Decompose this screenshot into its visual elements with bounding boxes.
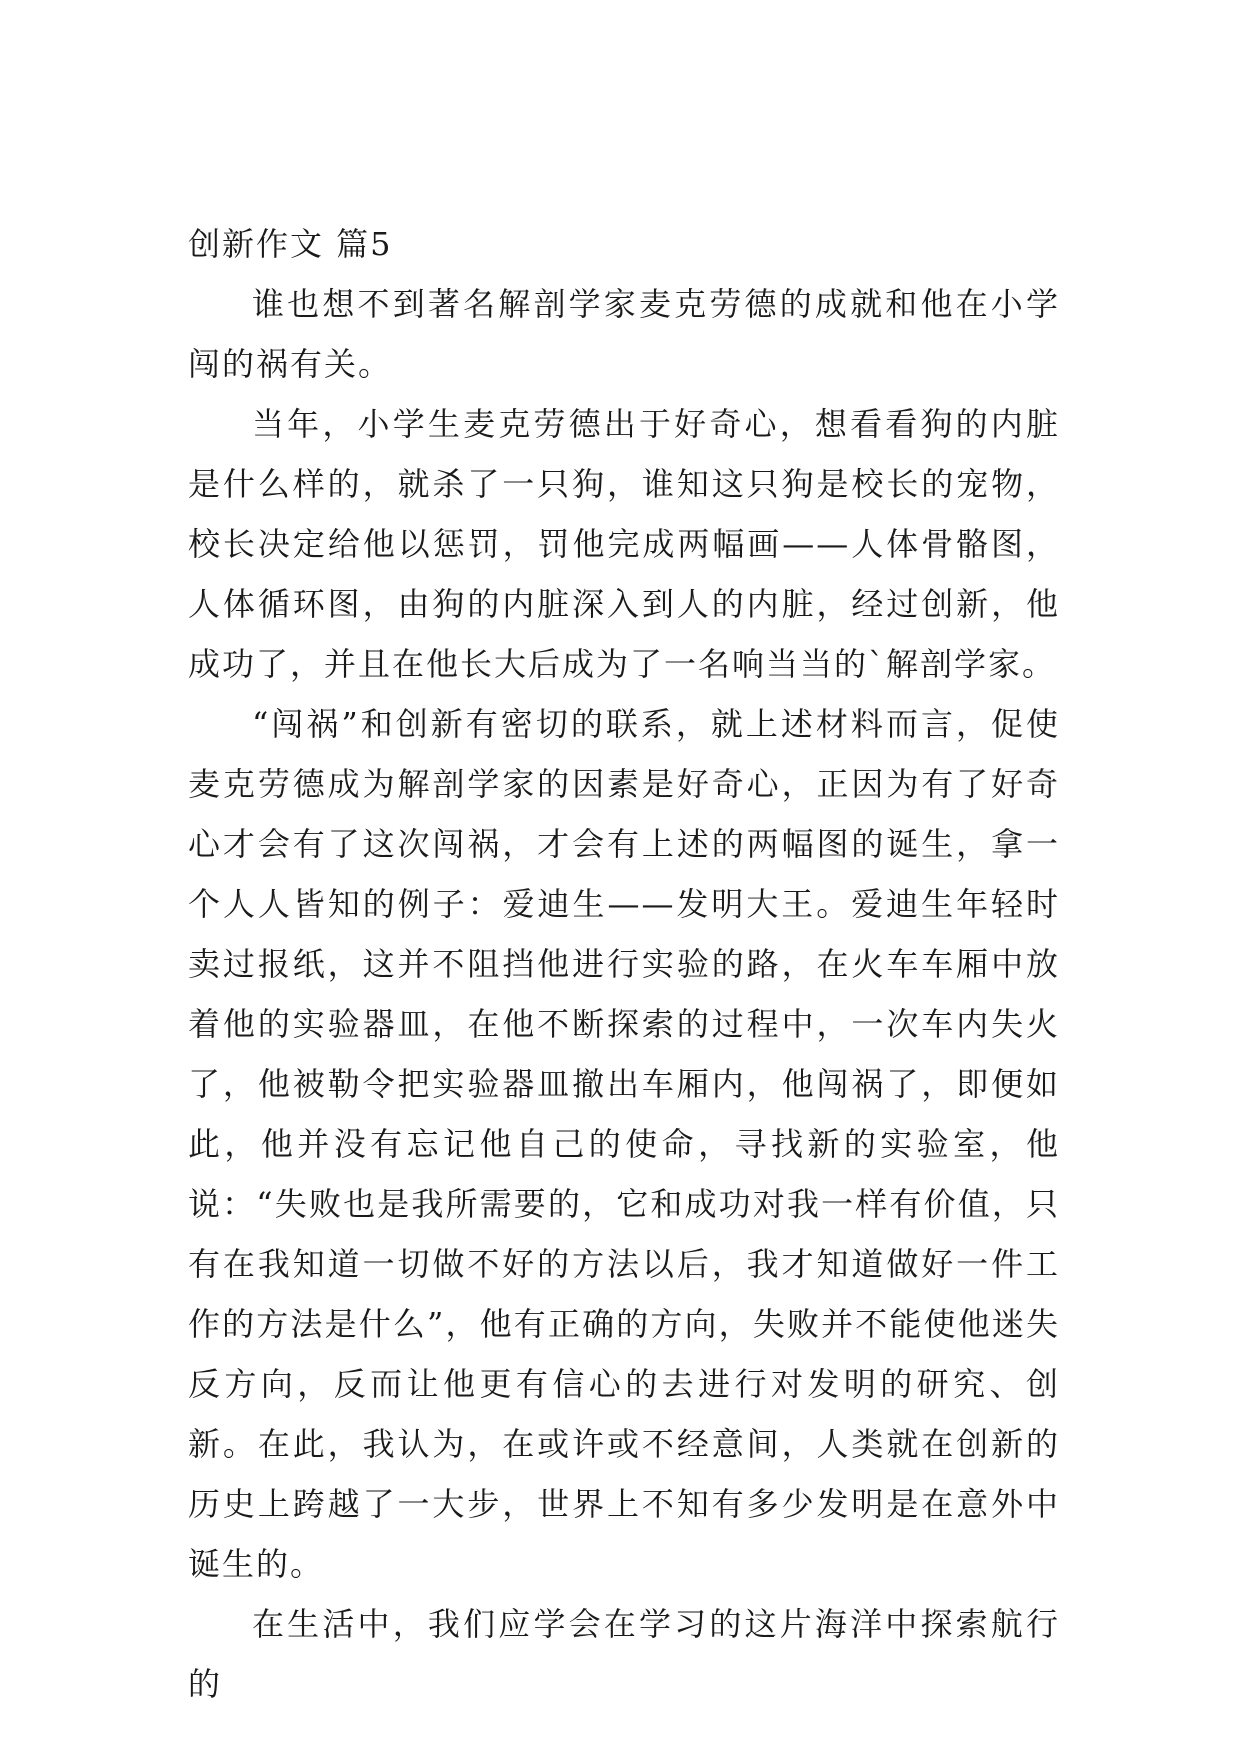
paragraph-2: 当年，小学生麦克劳德出于好奇心，想看看狗的内脏是什么样的，就杀了一只狗，谁知这只狗是校长的宠物，校长决定给他以惩罚，罚他完成两幅画——人体骨骼图，人体循环图，由狗的内脏深入到人的内脏，经过创新，他成功了，并且在他长大后成为了一名响当当的`解剖学家。 (188, 405, 1060, 683)
paragraph-1: 谁也想不到著名解剖学家麦克劳德的成就和他在小学闯的祸有关。 (188, 285, 1060, 383)
paragraph-4: 在生活中，我们应学会在学习的这片海洋中探索航行的 (188, 1605, 1060, 1703)
paragraph-3: “闯祸”和创新有密切的联系，就上述材料而言，促使麦克劳德成为解剖学家的因素是好奇心，正因为有了好奇心才会有了这次闯祸，才会有上述的两幅图的诞生，拿一个人人皆知的例子：爱迪生——发明大王。爱迪生年轻时卖过报纸，这并不阻挡他进行实验的路，在火车车厢中放着他的实验器皿，在他不断探索的过程中，一次车内失火了，他被勒令把实验器皿撤出车厢内，他闯祸了，即便如此，他并没有忘记他自己的使命，寻找新的实验室，他说：“失败也是我所需要的，它和成功对我一样有价值，只有在我知道一切做不好的方法以后，我才知道做好一件工作的方法是什么”，他有正确的方向，失败并不能使他迷失反方向，反而让他更有信心的去进行对发明的研究、创新。在此，我认为，在或许或不经意间，人类就在创新的历史上跨越了一大步，世界上不知有多少发明是在意外中诞生的。 (188, 705, 1060, 1583)
document-body (188, 220, 1060, 1714)
document-title: 创新作文 篇5 (188, 225, 393, 263)
